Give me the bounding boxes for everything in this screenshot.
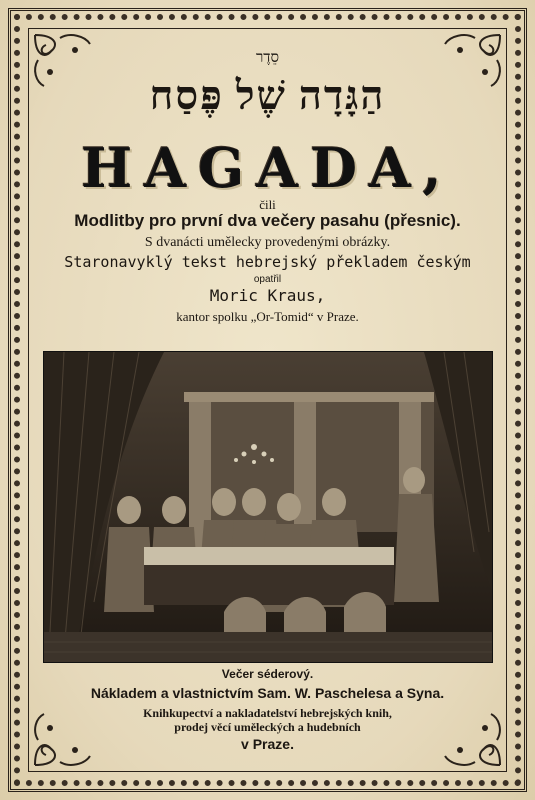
subtitle: Modlitby pro první dva večery pasahu (přesnic).: [74, 211, 461, 230]
author-name: Moric Kraus,: [209, 286, 326, 305]
seder-illustration: [43, 351, 493, 663]
city-line: v Praze.: [241, 736, 294, 752]
illustration-caption: Večer séderový.: [221, 667, 314, 681]
text-note: Staronavyklý tekst hebrejský překladem českým: [64, 253, 471, 271]
bookshop-line-2: prodej věcí uměleckých a hudebních: [174, 720, 361, 734]
hebrew-title: הַגָּדָה שֶׁל פֶּסַח: [149, 73, 386, 118]
illustrations-note: S dvanácti umělecky provedenými obrázky.: [144, 235, 391, 250]
opatril-label: opatřil: [253, 274, 282, 285]
author-position: kantor spolku „Or-Tomid“ v Praze.: [176, 309, 359, 324]
seder-hebrew-heading: סֵדֶר: [255, 50, 280, 66]
publisher-line: Nákladem a vlastnictvím Sam. W. Paschelesa a Syna.: [90, 685, 445, 701]
bookshop-line-1: Knihkupectví a nakladatelství hebrejských knih,: [143, 706, 392, 720]
bookshop-info: [0, 706, 535, 734]
main-title: HAGADA,: [81, 136, 454, 200]
cili-connector: čili: [259, 197, 276, 212]
